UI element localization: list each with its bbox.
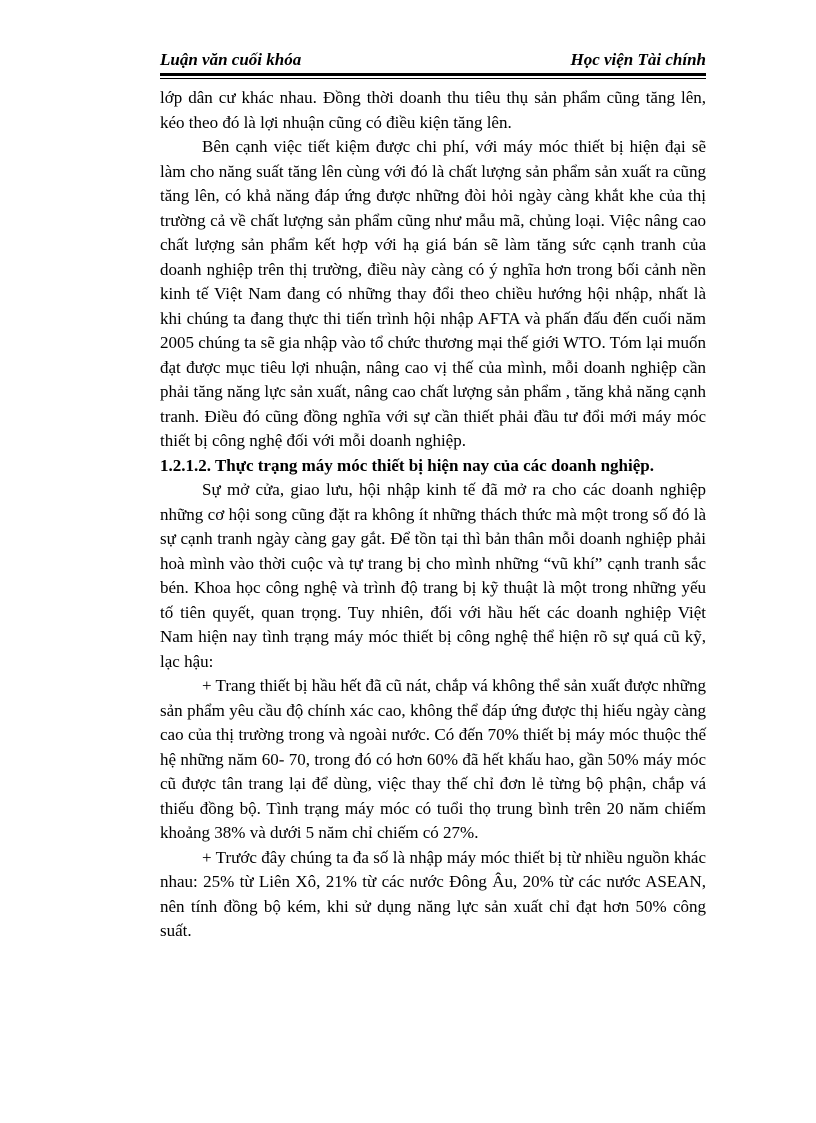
paragraph-import-sources: + Trước đây chúng ta đa số là nhập máy móc thiết bị từ nhiều nguồn khác nhau: 25% từ Liên Xô, 21% từ các nước Đông Âu, 20% từ các nước ASEAN, nên tính đồng bộ kém, khi sử dụng năng lực sản xuất chỉ đạt hơn 50% công suất. — [160, 847, 706, 940]
paragraph-equipment-status: + Trang thiết bị hầu hết đã cũ nát, chắp vá không thể sản xuất được những sản phẩm yêu cầu độ chính xác cao, không thể đáp ứng được thị hiếu ngày càng cao của thị trường trong và ngoài nước. Có đến 70% thiết bị máy móc thuộc thế hệ những năm 60- 70, trong đó có hơn 60% đã hết khấu hao, gần 50% máy móc cũ được tân trang lại để dùng, việc thay thế chỉ đơn lẻ từng bộ phận, chắp vá thiếu đồng bộ. Tình trạng máy móc có tuổi thọ trung bình trên 20 năm chiếm khoảng 38% và dưới 5 năm chỉ chiếm có 27%. — [160, 676, 706, 842]
document-body — [160, 86, 706, 944]
paragraph-continuation: lớp dân cư khác nhau. Đồng thời doanh thu tiêu thụ sản phẩm cũng tăng lên, kéo theo đó là lợi nhuận cũng có điều kiện tăng lên. — [160, 88, 706, 132]
header-left-title: Luận văn cuối khóa — [160, 50, 302, 69]
paragraph-cost-savings: Bên cạnh việc tiết kiệm được chi phí, với máy móc thiết bị hiện đại sẽ làm cho năng suất tăng lên cùng với đó là chất lượng sản phẩm sản xuất ra cũng tăng lên, có khả năng đáp ứng được những đòi hỏi ngày càng khắt khe của thị trường cả về chất lượng sản phẩm cũng như mẫu mã, chủng loại. Việc nâng cao chất lượng sản phẩm kết hợp với hạ giá bán sẽ làm tăng sức cạnh tranh của doanh nghiệp trên thị trường, điều này càng có ý nghĩa hơn trong bối cảnh nền kinh tế Việt Nam đang có những thay đổi theo chiều hướng hội nhập, nhất là khi chúng ta đang thực thi tiến trình hội nhập AFTA và phấn đấu đến cuối năm 2005 chúng ta sẽ gia nhập vào tổ chức thương mại thế giới WTO. Tóm lại muốn đạt được mục tiêu lợi nhuận, nâng cao vị thế của mình, mỗi doanh nghiệp cần phải tăng năng lực sản xuất, nâng cao chất lượng sản phẩm , tăng khả năng cạnh tranh. Điều đó cũng đồng nghĩa với sự cần thiết phải đầu tư đổi mới máy móc thiết bị công nghệ đối với mỗi doanh nghiệp. — [160, 137, 706, 450]
header-right-title: Học viện Tài chính — [570, 50, 706, 69]
section-heading: 1.2.1.2. Thực trạng máy móc thiết bị hiện nay của các doanh nghiệp. — [160, 455, 654, 475]
header-rule-thick — [160, 73, 706, 76]
paragraph-integration: Sự mở cửa, giao lưu, hội nhập kinh tế đã mở ra cho các doanh nghiệp những cơ hội song cũng đặt ra không ít những thách thức mà một trong số đó là sự cạnh tranh ngày càng gay gắt. Để tồn tại thì bản thân mỗi doanh nghiệp phải hoà mình vào thời cuộc và tự trang bị cho mình những “vũ khí” cạnh tranh sắc bén. Khoa học công nghệ và trình độ trang bị kỹ thuật là một trong những yếu tố tiên quyết, quan trọng. Tuy nhiên, đối với hầu hết các doanh nghiệp Việt Nam hiện nay tình trạng máy móc thiết bị công nghệ thể hiện rõ sự quá cũ kỹ, lạc hậu: — [160, 480, 706, 671]
page-header — [160, 48, 706, 70]
header-rule-thin — [160, 78, 706, 79]
